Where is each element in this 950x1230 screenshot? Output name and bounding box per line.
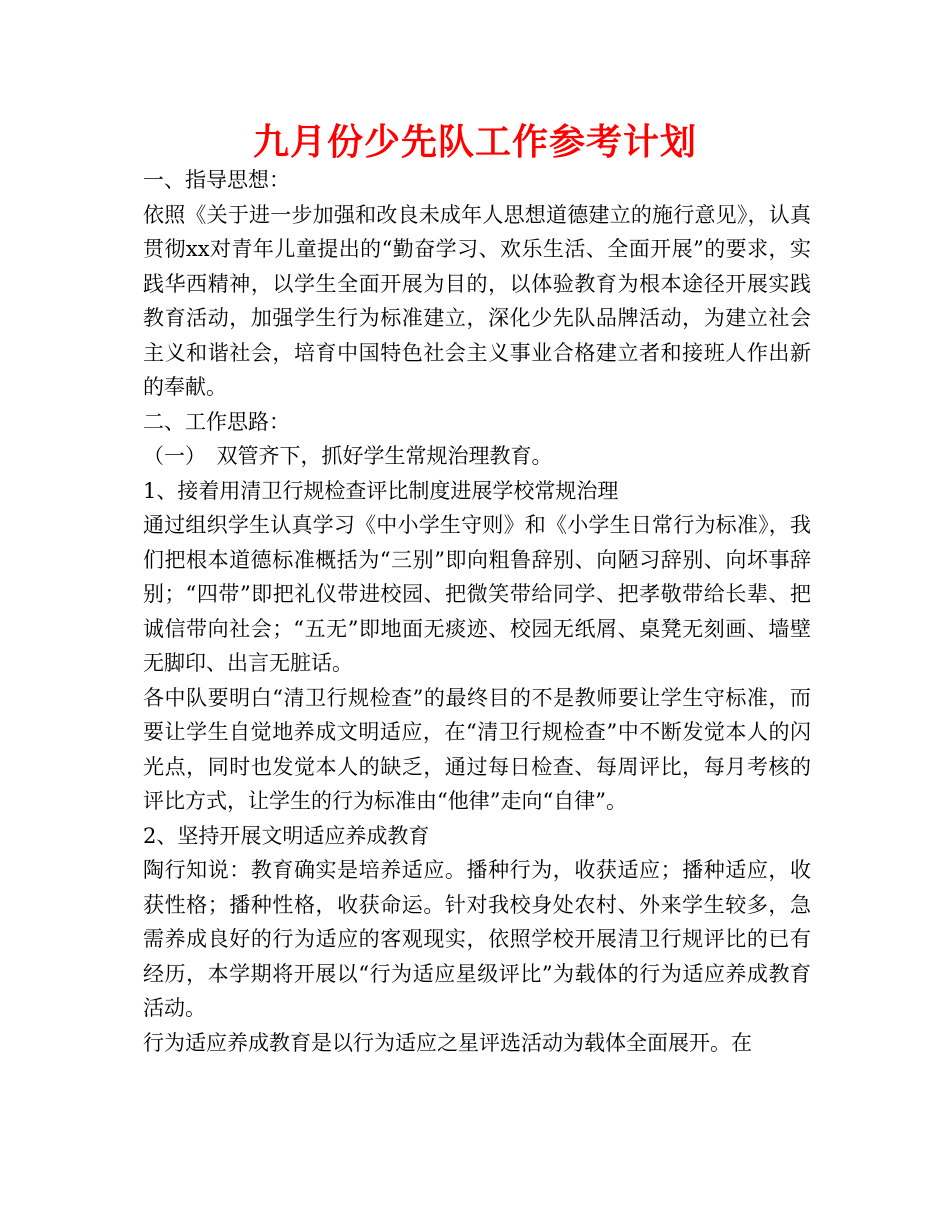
paragraph-tao-xingzhi: 陶行知说：教育确实是培养适应。播种行为，收获适应；播种适应，收获性格；播种性格，收获命运。针对我校身处农村、外来学生较多，急需养成良好的行为适应的客观现实，依照学校开展清卫行规评比的已有经历，本学期将开展以“行为适应星级评比”为载体的行为适应养成教育活动。 [143,858,811,1020]
paragraph-inspection-goal: 各中队要明白“清卫行规检查”的最终目的不是教师要让学生守标准，而要让学生自觉地养成文明适应，在“清卫行规检查”中不断发觉本人的闪光点，同时也发觉本人的缺乏，通过每日检查、每周评比，每月考核的评比方式，让学生的行为标准由“他律”走向“自律”。 [143,685,811,813]
paragraph-guiding-ideology: 依照《关于进一步加强和改良未成年人思想道德建立的施行意见》，认真贯彻xx对青年儿童提出的“勤奋学习、欢乐生活、全面开展”的要求，实践华西精神，以学生全面开展为目的，以体验教育为根本途径开展实践教育活动，加强学生行为标准建立，深化少先队品牌活动，为建立社会主义和谐社会，培育中国特色社会主义事业合格建立者和接班人作出新的奉献。 [143,202,811,399]
heading-work-approach: 二、工作思路： [143,409,290,434]
paragraph-moral-standards: 通过组织学生认真学习《中小学生守则》和《小学生日常行为标准》，我们把根本道德标准概括为“三别”即向粗鲁辞别、向陋习辞别、向坏事辞别；“四带”即把礼仪带进校园、把微笑带给同学、把孝敬带给长辈、把诚信带向社会；“五无”即地面无痰迹、校园无纸屑、桌凳无刻画、墙壁无脚印、出言无脏话。 [143,513,811,675]
document-body [143,163,811,1060]
subheading-habit-education: 2、坚持开展文明适应养成教育 [143,823,430,848]
subheading-routine-management: （一） 双管齐下，抓好学生常规治理教育。 [143,444,553,468]
subheading-inspection-system: 1、接着用清卫行规检查评比制度进展学校常规治理 [143,478,619,503]
heading-guiding-ideology: 一、指导思想： [143,168,290,192]
document-title: 九月份少先队工作参考计划 [252,122,697,163]
paragraph-star-evaluation: 行为适应养成教育是以行为适应之星评选活动为载体全面展开。在 [143,1030,752,1055]
